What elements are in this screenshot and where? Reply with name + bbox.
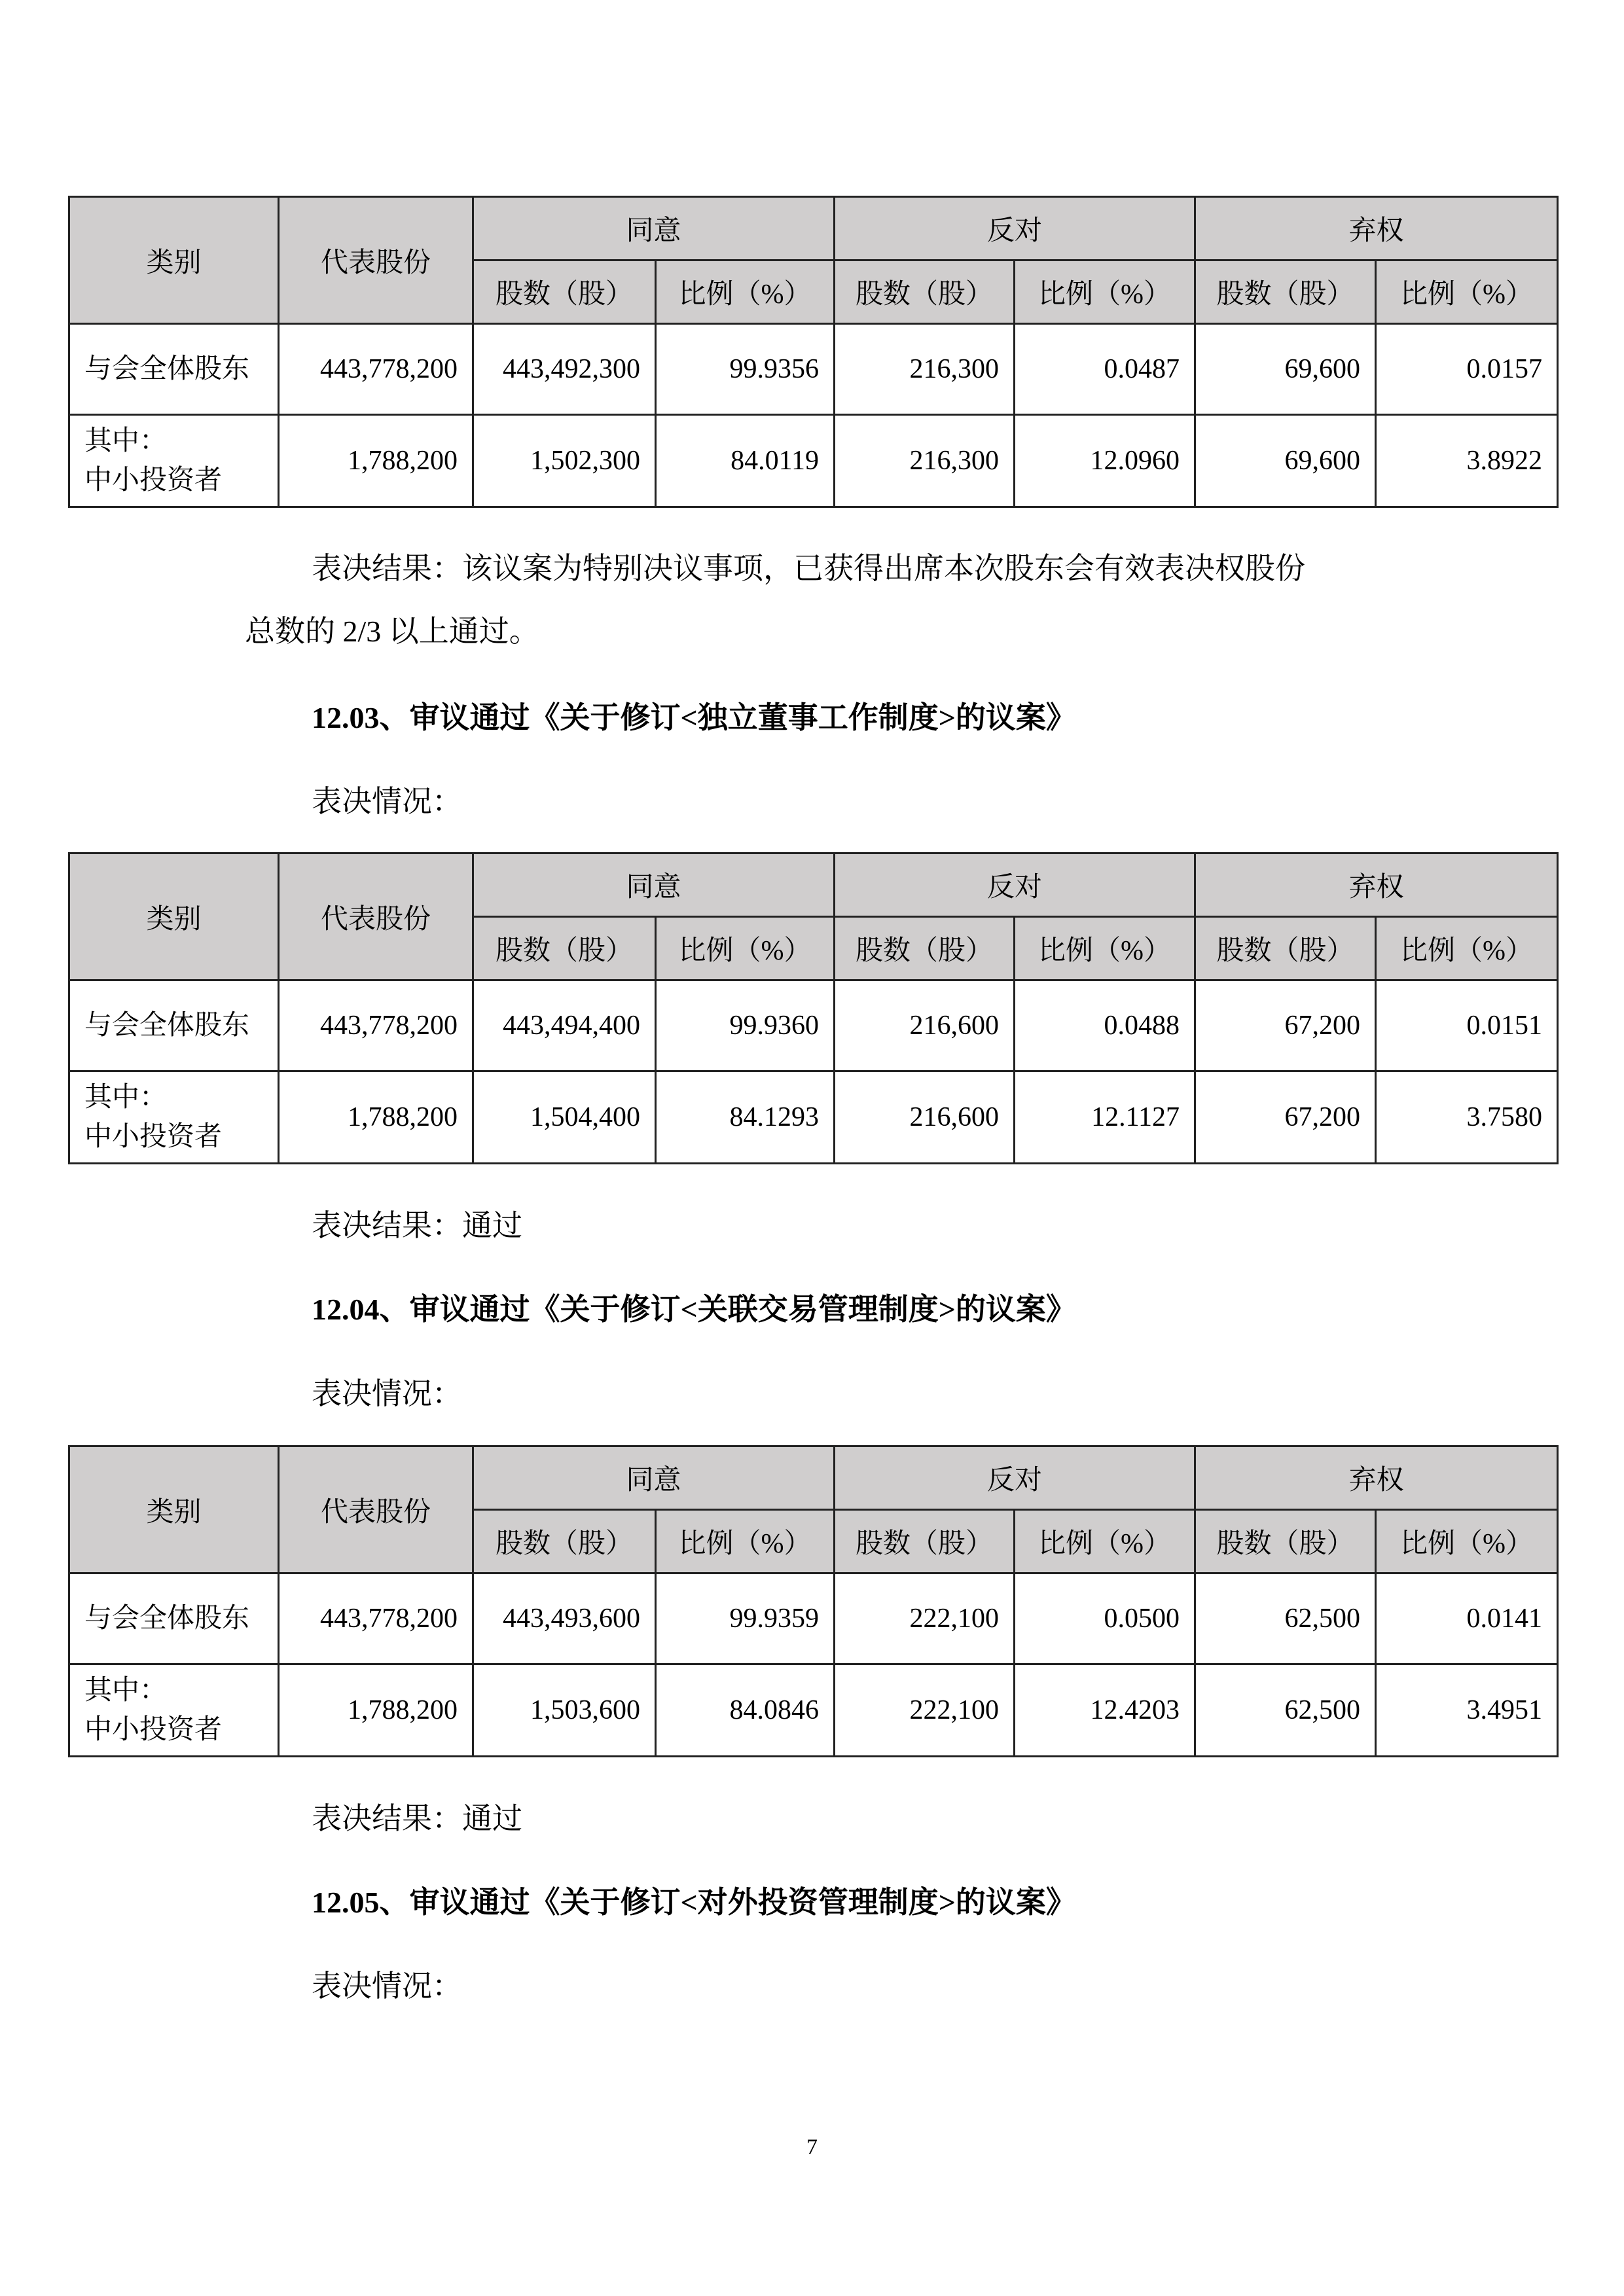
header-abstain: 弃权 [1195,853,1558,917]
cell-abstain-shares: 62,500 [1195,1573,1376,1664]
cell-agree-shares: 443,493,600 [473,1573,656,1664]
vote-result-special-line2: 总数的 2/3 以上通过。 [245,615,539,648]
cell-against-shares: 216,600 [835,980,1015,1071]
header-represented-shares: 代表股份 [279,197,473,324]
cell-abstain-shares: 69,600 [1195,324,1376,415]
header-abstain: 弃权 [1195,197,1558,260]
row-label-all-shareholders: 与会全体股东 [69,1573,279,1664]
header-against-shares: 股数（股） [835,1510,1015,1573]
cell-represented: 1,788,200 [279,1071,473,1164]
vote-status-label: 表决情况： [312,1377,462,1410]
row-label-minor-investors [69,1071,279,1164]
header-agree-shares: 股数（股） [473,917,656,980]
row-label-minor-investors [69,415,279,507]
cell-abstain-shares: 62,500 [1195,1664,1376,1757]
cell-agree-ratio: 99.9356 [656,324,835,415]
header-abstain-shares: 股数（股） [1195,1510,1376,1573]
header-agree: 同意 [473,197,835,260]
vote-result-special-line1: 表决结果：该议案为特别决议事项，已获得出席本次股东会有效表决权股份 [312,552,1305,585]
cell-agree-ratio: 84.0846 [656,1664,835,1757]
header-against-shares: 股数（股） [835,917,1015,980]
cell-represented: 443,778,200 [279,324,473,415]
vote-table-3 [68,1445,1559,1757]
cell-against-shares: 216,300 [835,415,1015,507]
row-label-all-shareholders: 与会全体股东 [69,324,279,415]
vote-status-label: 表决情况： [312,785,462,818]
table-row [69,324,1558,415]
cell-agree-shares: 1,502,300 [473,415,656,507]
row-label-line2: 中小投资者 [84,465,223,495]
row-label-minor-investors [69,1664,279,1757]
header-agree-shares: 股数（股） [473,1510,656,1573]
cell-abstain-ratio: 3.7580 [1376,1071,1558,1164]
table-header-row [69,1446,1558,1510]
header-against: 反对 [835,853,1195,917]
cell-against-ratio: 0.0487 [1015,324,1195,415]
vote-status-label: 表决情况： [312,1969,462,2003]
row-label-line1: 其中： [84,1083,168,1113]
cell-agree-ratio: 99.9360 [656,980,835,1071]
section-heading-1205: 12.05、审议通过《关于修订<对外投资管理制度>的议案》 [312,1886,1076,1919]
row-label-line1: 其中： [84,426,168,456]
cell-against-shares: 216,300 [835,324,1015,415]
cell-against-ratio: 0.0500 [1015,1573,1195,1664]
cell-against-shares: 222,100 [835,1573,1015,1664]
header-agree-shares: 股数（股） [473,260,656,324]
header-abstain-ratio: 比例（%） [1376,917,1558,980]
cell-represented: 1,788,200 [279,1664,473,1757]
vote-result-pass: 表决结果：通过 [312,1209,522,1242]
table-row [69,1573,1558,1664]
cell-against-shares: 216,600 [835,1071,1015,1164]
cell-abstain-shares: 67,200 [1195,980,1376,1071]
section-heading-1204: 12.04、审议通过《关于修订<关联交易管理制度>的议案》 [312,1293,1076,1326]
header-represented-shares: 代表股份 [279,853,473,980]
cell-abstain-shares: 67,200 [1195,1071,1376,1164]
cell-against-ratio: 0.0488 [1015,980,1195,1071]
cell-abstain-shares: 69,600 [1195,415,1376,507]
row-label-line2: 中小投资者 [84,1715,223,1745]
header-represented-shares: 代表股份 [279,1446,473,1573]
cell-agree-shares: 1,503,600 [473,1664,656,1757]
table-row [69,980,1558,1071]
header-against-ratio: 比例（%） [1015,1510,1195,1573]
header-abstain: 弃权 [1195,1446,1558,1510]
cell-against-ratio: 12.0960 [1015,415,1195,507]
header-agree-ratio: 比例（%） [656,1510,835,1573]
vote-table-2 [68,852,1559,1164]
row-label-all-shareholders: 与会全体股东 [69,980,279,1071]
cell-agree-ratio: 99.9359 [656,1573,835,1664]
cell-agree-ratio: 84.0119 [656,415,835,507]
header-abstain-shares: 股数（股） [1195,917,1376,980]
header-agree-ratio: 比例（%） [656,260,835,324]
header-abstain-shares: 股数（股） [1195,260,1376,324]
cell-represented: 443,778,200 [279,1573,473,1664]
header-agree-ratio: 比例（%） [656,917,835,980]
header-agree: 同意 [473,1446,835,1510]
table-header-row [69,197,1558,260]
vote-result-pass: 表决结果：通过 [312,1802,522,1835]
cell-against-shares: 222,100 [835,1664,1015,1757]
header-category: 类别 [69,197,279,324]
cell-represented: 1,788,200 [279,415,473,507]
cell-abstain-ratio: 0.0157 [1376,324,1558,415]
header-against: 反对 [835,197,1195,260]
cell-abstain-ratio: 3.8922 [1376,415,1558,507]
table-row [69,415,1558,507]
vote-table-1 [68,196,1559,508]
header-category: 类别 [69,1446,279,1573]
cell-agree-shares: 443,492,300 [473,324,656,415]
row-label-line2: 中小投资者 [84,1122,223,1152]
header-abstain-ratio: 比例（%） [1376,1510,1558,1573]
page-number: 7 [806,2135,818,2159]
cell-against-ratio: 12.4203 [1015,1664,1195,1757]
header-agree: 同意 [473,853,835,917]
cell-against-ratio: 12.1127 [1015,1071,1195,1164]
cell-abstain-ratio: 0.0141 [1376,1573,1558,1664]
table-header-row [69,853,1558,917]
cell-agree-shares: 1,504,400 [473,1071,656,1164]
cell-abstain-ratio: 3.4951 [1376,1664,1558,1757]
header-against-shares: 股数（股） [835,260,1015,324]
cell-represented: 443,778,200 [279,980,473,1071]
table-row [69,1664,1558,1757]
row-label-line1: 其中： [84,1676,168,1706]
header-against: 反对 [835,1446,1195,1510]
section-heading-1203: 12.03、审议通过《关于修订<独立董事工作制度>的议案》 [312,701,1076,734]
header-abstain-ratio: 比例（%） [1376,260,1558,324]
cell-abstain-ratio: 0.0151 [1376,980,1558,1071]
header-against-ratio: 比例（%） [1015,917,1195,980]
header-against-ratio: 比例（%） [1015,260,1195,324]
cell-agree-shares: 443,494,400 [473,980,656,1071]
table-row [69,1071,1558,1164]
cell-agree-ratio: 84.1293 [656,1071,835,1164]
header-category: 类别 [69,853,279,980]
